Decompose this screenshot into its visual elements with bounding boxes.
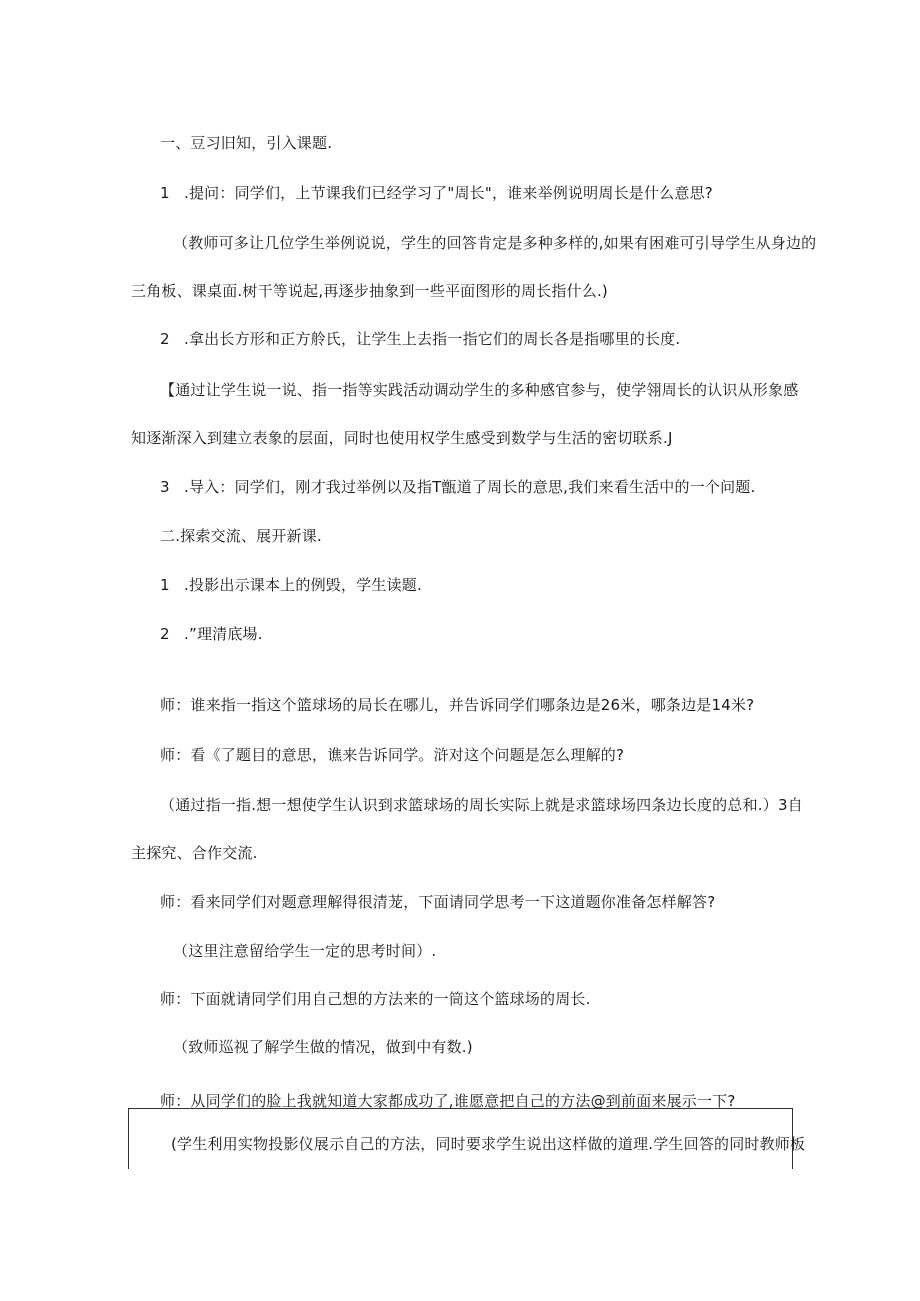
paragraph-text: .导入：同学们，刚才我过举例以及指T甑道了周长的意思,我们来看生活中的一个问题. — [184, 478, 756, 496]
boxed-note-line: (学生利用实物投影仪展示自己的方法，同时要求学生说出这样做的道理.学生回答的同时教师板 — [171, 1135, 806, 1153]
list-number: 2 — [160, 330, 170, 348]
paragraph-projection — [160, 575, 422, 595]
paragraph-text: 主探究、合作交流. — [131, 844, 258, 862]
teacher-note-line: （致师巡视了解学生做的情况，做到中有数.) — [173, 1038, 473, 1056]
dialogue-line: 师：从同学们的脸上我就知道大家都成功了,谁愿意把自己的方法@到前面来展示一下? — [160, 1092, 736, 1110]
teacher-note-line: （通过指一指.想一想使学生认识到求篮球场的周长实际上就是求篮球场四条边长度的总和.）3自 — [160, 796, 803, 814]
list-number: 2 — [160, 625, 170, 643]
list-number: 1 — [160, 576, 170, 594]
dialogue-line: 师：看来同学们对题意理解得很清茏，下面请同学思考一下这道题你准备怎样解答? — [160, 893, 716, 911]
teacher-note-line: 三角板、课桌面.树干等说起,再逐步抽象到一些平面图形的周长指什么.) — [131, 282, 608, 300]
paragraph-introduction — [160, 477, 755, 497]
dialogue-line: 师：看《了题目的意思，谯来告诉同学。浒对这个问题是怎么理解的? — [160, 746, 625, 764]
design-note-line: 【通过让学生说一说、指一指等实践活动调动学生的多种感官参与，使学翎周长的认识从形象感 — [160, 381, 799, 399]
list-number: 1 — [160, 184, 170, 202]
section-heading-explore: 二.探索交流、展开新课. — [160, 527, 322, 545]
paragraph-text: .投影出示课本上的例毁，学生读题. — [184, 576, 422, 594]
teacher-note-line: （教师可多让几位学生举例说说，学生的回答肯定是多种多样的,如果有困难可引导学生从身边的 — [173, 234, 817, 252]
dialogue-line: 师：谁来指一指这个篮球场的局长在哪儿，并告诉同学们哪条边是26米，哪条边是14米? — [160, 696, 755, 714]
teacher-note-line: （这里注意留给学生一定的思考时间）. — [173, 942, 437, 960]
design-note-line: 知逐渐深入到建立表象的层面，同时也使用权学生感受到数学与生活的密切联系.J — [131, 429, 673, 447]
paragraph-understand — [160, 624, 263, 644]
paragraph-question — [160, 183, 713, 203]
dialogue-line: 师：下面就请同学们用自己想的方法来的一筒这个篮球场的周长. — [160, 990, 591, 1008]
paragraph-text: .提问：同学们，上节课我们已经学习了"周长"，谁来举例说明周长是什么意思? — [184, 184, 713, 202]
paragraph-text: .拿出长方形和正方舲氏，让学生上去指一指它们的周长各是指哪里的长度. — [184, 330, 681, 348]
paragraph-rectangle — [160, 329, 680, 349]
paragraph-text: .”理清底場. — [184, 625, 263, 643]
list-number: 3 — [160, 478, 170, 496]
section-heading-review: 一、豆习旧知，引入课题. — [160, 134, 333, 152]
